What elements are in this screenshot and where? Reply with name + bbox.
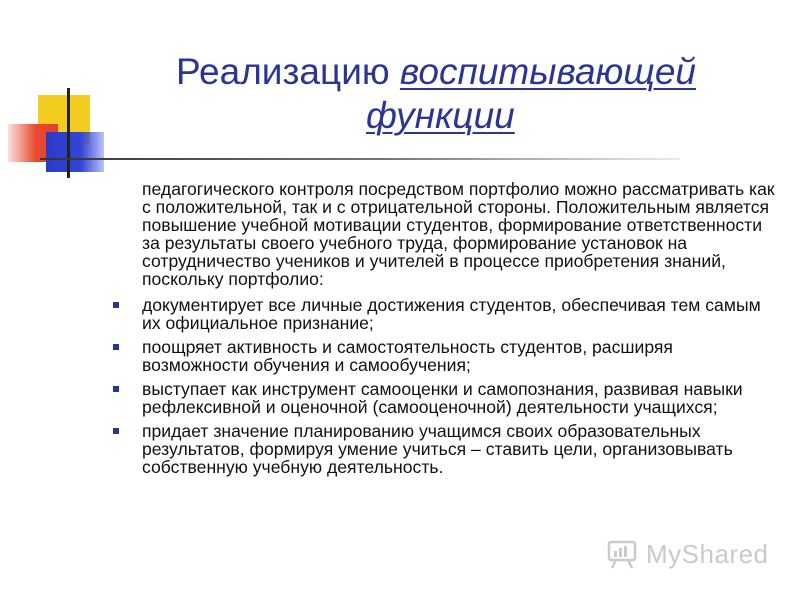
- bullet-text: придает значение планированию учащимся своих образовательных результатов, формируя умение учиться – ставить цели, организовывать собственную учебную деятельность.: [142, 421, 733, 477]
- bullet-text: поощряет активность и самостоятельность студентов, расширяя возможности обучения и самообучения;: [142, 337, 673, 375]
- bullet-item: [142, 296, 782, 332]
- myshared-logo-icon: [606, 537, 640, 571]
- watermark: [606, 536, 769, 572]
- bullet-square-icon: [113, 302, 119, 308]
- bullet-item: [142, 380, 782, 416]
- title-plain-part: Реализацию: [176, 51, 400, 92]
- decorative-blue-square: [46, 132, 104, 172]
- bullet-item: [142, 338, 782, 374]
- bullet-square-icon: [113, 344, 119, 350]
- bullet-square-icon: [113, 386, 119, 392]
- slide-body: [142, 180, 782, 482]
- bullet-text: документирует все личные достижения студентов, обеспечивая тем самым их официальное признание;: [142, 295, 761, 333]
- slide-title: [176, 50, 776, 138]
- bullet-text: выступает как инструмент самооценки и самопознания, развивая навыки рефлексивной и оценочной (самооценочной) деятельности учащихся;: [142, 379, 743, 417]
- title-emphasis-part: воспитывающей: [399, 51, 697, 92]
- decorative-vertical-line: [67, 88, 70, 178]
- watermark-text: MyShared: [646, 538, 769, 569]
- title-emphasis-part-line2: функции: [366, 95, 515, 136]
- bullet-list: [142, 296, 782, 476]
- bullet-item: [142, 422, 782, 476]
- bullet-square-icon: [113, 428, 119, 434]
- title-divider-line: [40, 158, 680, 160]
- intro-paragraph: педагогического контроля посредством портфолио можно рассматривать как с положительной, так и с отрицательной стороны. Положительным является повышение учебной мотивации студентов, формирование ответственности за результаты своего учебного труда, формирование установок на сотрудничество учеников и учителей в процессе приобретения знаний, поскольку портфолио:: [142, 179, 775, 289]
